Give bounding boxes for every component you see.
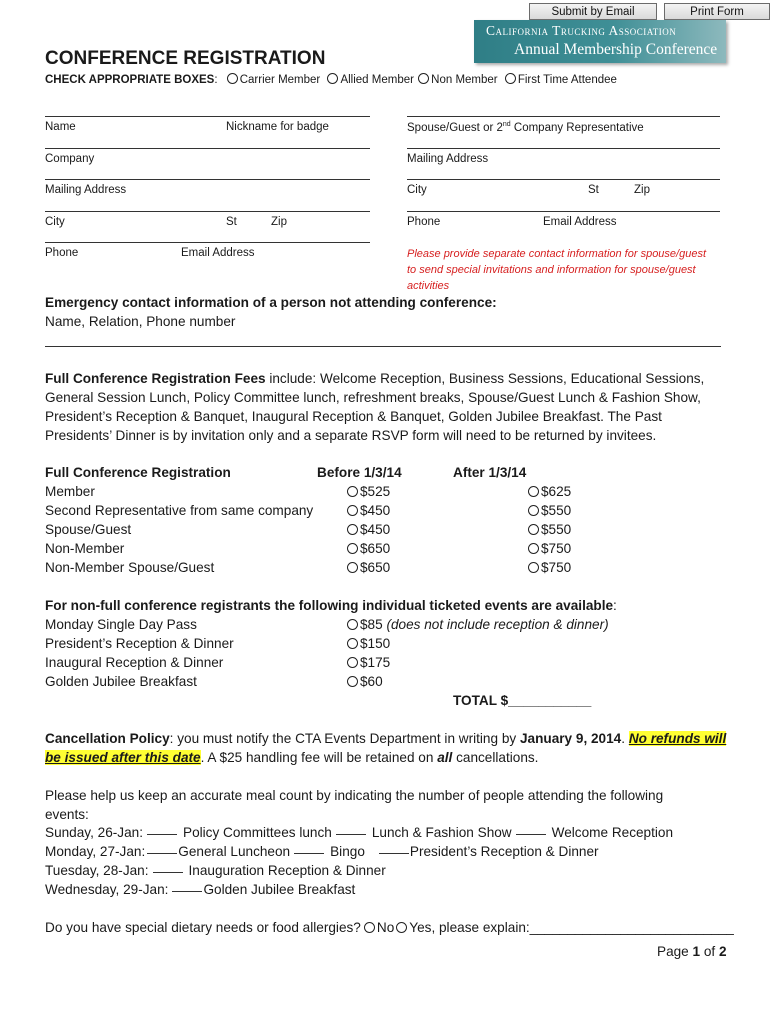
fee-row-label: Member bbox=[45, 484, 95, 499]
event-radio[interactable] bbox=[347, 619, 358, 630]
phone-line[interactable] bbox=[45, 242, 370, 243]
count-blank[interactable] bbox=[147, 853, 177, 854]
fee-after-option[interactable]: $625 bbox=[528, 482, 571, 501]
page-number: Page 1 of 2 bbox=[657, 944, 727, 959]
event-label: Golden Jubilee Breakfast bbox=[45, 674, 197, 689]
fee-row-label: Second Representative from same company bbox=[45, 503, 314, 518]
company-label: Company bbox=[45, 153, 95, 165]
dietary-no-radio[interactable] bbox=[364, 922, 375, 933]
state-label: St bbox=[226, 216, 237, 228]
allied-member-option[interactable]: Allied Member bbox=[327, 74, 414, 86]
spouse-info-note: Please provide separate contact information for spouse/guest to send special invitations and information for spouse/guest activities bbox=[407, 248, 707, 292]
mailing-address-line[interactable] bbox=[45, 179, 370, 180]
no-refunds-highlight-cont: be issued after this date bbox=[45, 750, 201, 765]
banner-org-name: California Trucking Association bbox=[486, 23, 677, 38]
meal-count-intro: Please help us keep an accurate meal count by indicating the number of people attending the following events: bbox=[45, 788, 664, 822]
fee-before-option[interactable]: $450 bbox=[347, 520, 390, 539]
fee-row-label: Non-Member Spouse/Guest bbox=[45, 560, 215, 575]
name-label: Name bbox=[45, 121, 76, 133]
spouse-city-line[interactable] bbox=[407, 179, 720, 180]
spouse-zip-label: Zip bbox=[634, 184, 650, 196]
fee-row-label: Spouse/Guest bbox=[45, 522, 132, 537]
non-member-radio[interactable] bbox=[418, 73, 429, 84]
event-label: President’s Reception & Dinner bbox=[45, 636, 234, 651]
city-label: City bbox=[45, 216, 65, 228]
page-title: CONFERENCE REGISTRATION bbox=[45, 48, 326, 69]
event-option[interactable]: $85 (does not include reception & dinner) bbox=[347, 615, 609, 634]
fee-before-option[interactable]: $450 bbox=[347, 501, 390, 520]
first-time-attendee-radio[interactable] bbox=[505, 73, 516, 84]
spouse-city-label: City bbox=[407, 184, 427, 196]
spouse-mailing-line[interactable] bbox=[407, 148, 720, 149]
tuesday-row: Tuesday, 28-Jan: Inauguration Reception & Dinner bbox=[45, 863, 386, 878]
event-radio[interactable] bbox=[347, 638, 358, 649]
event-label: Monday Single Day Pass bbox=[45, 617, 197, 632]
spouse-label: Spouse/Guest or 2nd Company Representative bbox=[407, 121, 644, 134]
fee-row-label: Non-Member bbox=[45, 541, 125, 556]
fee-before-option[interactable]: $650 bbox=[347, 539, 390, 558]
fee-after-radio[interactable] bbox=[528, 562, 539, 573]
fee-after-radio[interactable] bbox=[528, 524, 539, 535]
count-blank[interactable] bbox=[336, 834, 366, 835]
email-label: Email Address bbox=[181, 247, 255, 259]
fee-after-radio[interactable] bbox=[528, 543, 539, 554]
company-line[interactable] bbox=[45, 148, 370, 149]
event-radio[interactable] bbox=[347, 676, 358, 687]
fee-after-option[interactable]: $550 bbox=[528, 501, 571, 520]
dietary-yes-radio[interactable] bbox=[396, 922, 407, 933]
fee-after-option[interactable]: $750 bbox=[528, 539, 571, 558]
print-form-button[interactable]: Print Form bbox=[664, 3, 770, 20]
carrier-member-option[interactable]: Carrier Member bbox=[227, 74, 321, 86]
spouse-state-label: St bbox=[588, 184, 599, 196]
count-blank[interactable] bbox=[294, 853, 324, 854]
fee-after-radio[interactable] bbox=[528, 486, 539, 497]
dietary-question: Do you have special dietary needs or food allergies? No Yes, please explain:___________________________ bbox=[45, 920, 734, 935]
spouse-phone-line[interactable] bbox=[407, 211, 720, 212]
count-blank[interactable] bbox=[172, 891, 202, 892]
fee-after-radio[interactable] bbox=[528, 505, 539, 516]
cancellation-policy: Cancellation Policy: you must notify the CTA Events Department in writing by January 9, 2014. No refunds will be issued after this date. A $25 handling fee will be retained on all cancellations. bbox=[45, 731, 727, 765]
fee-after-option[interactable]: $750 bbox=[528, 558, 571, 577]
spouse-line[interactable] bbox=[407, 116, 720, 117]
fee-before-radio[interactable] bbox=[347, 524, 358, 535]
fee-before-radio[interactable] bbox=[347, 486, 358, 497]
total-field[interactable]: TOTAL $___________ bbox=[453, 693, 592, 708]
events-heading: For non-full conference registrants the following individual ticketed events are available: bbox=[45, 598, 617, 613]
dietary-explain-field[interactable]: Yes, please explain:___________________________ bbox=[409, 920, 734, 935]
fee-before-option[interactable]: $525 bbox=[347, 482, 390, 501]
sunday-row: Sunday, 26-Jan: Policy Committees lunch Lunch & Fashion Show Welcome Reception bbox=[45, 825, 674, 840]
emergency-subheading: Name, Relation, Phone number bbox=[45, 314, 236, 329]
event-label: Inaugural Reception & Dinner bbox=[45, 655, 224, 670]
cta-banner-logo bbox=[474, 20, 726, 63]
wednesday-row: Wednesday, 29-Jan: Golden Jubilee Breakfast bbox=[45, 882, 356, 897]
before-column-header: Before 1/3/14 bbox=[317, 465, 402, 480]
mailing-address-label: Mailing Address bbox=[45, 184, 127, 196]
event-option[interactable]: $60 bbox=[347, 672, 383, 691]
event-radio[interactable] bbox=[347, 657, 358, 668]
carrier-member-radio[interactable] bbox=[227, 73, 238, 84]
name-line[interactable] bbox=[45, 116, 370, 117]
non-member-option[interactable]: Non Member bbox=[418, 74, 497, 86]
allied-member-radio[interactable] bbox=[327, 73, 338, 84]
fee-table-header: Full Conference Registration bbox=[45, 465, 231, 480]
zip-label: Zip bbox=[271, 216, 287, 228]
check-boxes-label: CHECK APPROPRIATE BOXES bbox=[45, 74, 215, 86]
nickname-label: Nickname for badge bbox=[226, 121, 329, 133]
member-type-row: CHECK APPROPRIATE BOXES: Carrier Member Allied Member Non Member First Time Attendee bbox=[45, 74, 617, 86]
count-blank[interactable] bbox=[379, 853, 409, 854]
after-column-header: After 1/3/14 bbox=[453, 465, 527, 480]
event-option[interactable]: $150 bbox=[347, 634, 390, 653]
spouse-mailing-label: Mailing Address bbox=[407, 153, 489, 165]
count-blank[interactable] bbox=[153, 872, 183, 873]
emergency-heading: Emergency contact information of a person not attending conference: bbox=[45, 295, 497, 310]
emergency-contact-line[interactable] bbox=[45, 346, 721, 347]
no-refunds-highlight: No refunds will bbox=[628, 731, 727, 746]
phone-label: Phone bbox=[45, 247, 79, 259]
fee-before-radio[interactable] bbox=[347, 543, 358, 554]
fee-before-radio[interactable] bbox=[347, 505, 358, 516]
fee-before-radio[interactable] bbox=[347, 562, 358, 573]
banner-event-name: Annual Membership Conference bbox=[514, 41, 718, 58]
monday-row: Monday, 27-Jan: General Luncheon Bingo President’s Reception & Dinner bbox=[45, 844, 599, 859]
event-option[interactable]: $175 bbox=[347, 653, 390, 672]
fee-after-option[interactable]: $550 bbox=[528, 520, 571, 539]
submit-by-email-button[interactable]: Submit by Email bbox=[529, 3, 657, 20]
fee-before-option[interactable]: $650 bbox=[347, 558, 390, 577]
first-time-attendee-option[interactable]: First Time Attendee bbox=[505, 74, 617, 86]
city-line[interactable] bbox=[45, 211, 370, 212]
count-blank[interactable] bbox=[516, 834, 546, 835]
fees-description: Full Conference Registration Fees include: Welcome Reception, Business Sessions, Educational Sessions, General Session Lunch, Policy Committee lunch, refreshment breaks, Spouse/Guest Lunch & Fashion Show, President’s Reception & Banquet, Inaugural Reception & Banquet, Golden Jubilee Breakfast. The Past Presidents’ Dinner is by invitation only and a separate RSVP form will need to be returned by invitees. bbox=[45, 371, 705, 443]
count-blank[interactable] bbox=[147, 834, 177, 835]
spouse-email-label: Email Address bbox=[543, 216, 617, 228]
spouse-phone-label: Phone bbox=[407, 216, 441, 228]
